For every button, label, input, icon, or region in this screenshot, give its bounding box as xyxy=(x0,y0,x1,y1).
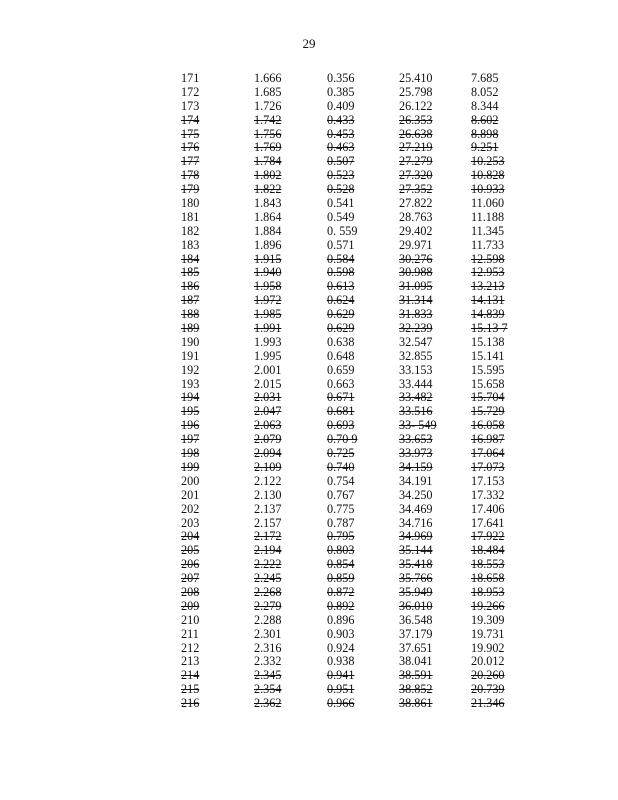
table-cell: 34.469 xyxy=(399,501,433,516)
table-cell: 1.843 xyxy=(254,196,282,211)
table-cell: 33.653 xyxy=(399,432,433,447)
table-cell: 1.864 xyxy=(254,209,282,224)
table-cell: 33.482 xyxy=(399,390,433,405)
table-cell: 27.279 xyxy=(399,154,433,169)
table-cell: 212 xyxy=(181,640,200,655)
table-cell: 1.972 xyxy=(254,293,282,308)
table-cell: 0.648 xyxy=(327,348,355,363)
table-cell: 200 xyxy=(181,473,200,488)
table-cell: 31.833 xyxy=(399,307,433,322)
table-cell: 27.320 xyxy=(399,168,433,183)
table-cell: 198 xyxy=(181,446,200,461)
table-cell: 181 xyxy=(181,209,200,224)
table-cell: 0.463 xyxy=(327,140,355,155)
table-cell: 0. 559 xyxy=(327,223,358,238)
table-cell: 2.354 xyxy=(254,682,282,697)
table-cell: 0.549 xyxy=(327,209,355,224)
table-cell: 12.598 xyxy=(471,251,505,266)
table-cell: 17.641 xyxy=(471,515,505,530)
table-cell: 10.253 xyxy=(471,154,505,169)
table-cell: 15.13 7 xyxy=(471,321,508,336)
table-cell: 17.406 xyxy=(471,501,505,516)
table-cell: 15.658 xyxy=(471,376,505,391)
table-cell: 2.279 xyxy=(254,598,282,613)
table-cell: 0.938 xyxy=(327,654,355,669)
table-cell: 19.902 xyxy=(471,640,505,655)
table-cell: 33.444 xyxy=(399,376,433,391)
table-cell: 183 xyxy=(181,237,200,252)
table-cell: 11.188 xyxy=(471,209,505,224)
table-cell: 0.584 xyxy=(327,251,355,266)
table-cell: 211 xyxy=(181,626,199,641)
table-cell: 208 xyxy=(181,584,200,599)
table-cell: 2.079 xyxy=(254,432,282,447)
table-cell: 177 xyxy=(181,154,200,169)
table-cell: 16.058 xyxy=(471,418,505,433)
table-cell: 32.855 xyxy=(399,348,433,363)
table-cell: 11.060 xyxy=(471,196,505,211)
table-cell: 2.130 xyxy=(254,487,282,502)
table-cell: 14.839 xyxy=(471,307,505,322)
table-cell: 0.787 xyxy=(327,515,355,530)
table-cell: 0.941 xyxy=(327,668,355,683)
table-cell: 180 xyxy=(181,196,200,211)
table-cell: 0.528 xyxy=(327,182,355,197)
table-cell: 20.739 xyxy=(471,682,505,697)
table-cell: 21.346 xyxy=(471,696,505,711)
table-cell: 201 xyxy=(181,487,200,502)
table-cell: 1.666 xyxy=(254,71,282,85)
table-cell: 0.571 xyxy=(327,237,355,252)
table-cell: 18.484 xyxy=(471,543,505,558)
table-cell: 13.213 xyxy=(471,279,505,294)
table-cell: 38.041 xyxy=(399,654,433,669)
table-cell: 38.852 xyxy=(399,682,433,697)
table-cell: 203 xyxy=(181,515,200,530)
table-cell: 1.756 xyxy=(254,126,282,141)
table-cell: 19.266 xyxy=(471,598,505,613)
table-cell: 12.953 xyxy=(471,265,505,280)
table-cell: 35.144 xyxy=(399,543,433,558)
table-cell: 0.385 xyxy=(327,84,355,99)
table-cell: 204 xyxy=(181,529,200,544)
table-cell: 17.073 xyxy=(471,459,505,474)
table-cell: 192 xyxy=(181,362,200,377)
table-cell: 20.260 xyxy=(471,668,505,683)
table-cell: 215 xyxy=(181,682,200,697)
table-cell: 9.251 xyxy=(471,140,499,155)
table-cell: 15.704 xyxy=(471,390,505,405)
table-cell: 0.803 xyxy=(327,543,355,558)
table-cell: 1.822 xyxy=(254,182,282,197)
table-cell: 1.769 xyxy=(254,140,282,155)
table-cell: 26.353 xyxy=(399,112,433,127)
table-cell: 0.903 xyxy=(327,626,355,641)
table-cell: 188 xyxy=(181,307,200,322)
table-cell: 0.453 xyxy=(327,126,355,141)
table-cell: 189 xyxy=(181,321,200,336)
table-cell: 207 xyxy=(181,571,200,586)
table-cell: 26.122 xyxy=(399,98,433,113)
table-cell: 2.094 xyxy=(254,446,282,461)
table-cell: 1.784 xyxy=(254,154,282,169)
table-cell: 0.754 xyxy=(327,473,355,488)
table-cell: 185 xyxy=(181,265,200,280)
table-cell: 2.122 xyxy=(254,473,282,488)
table-cell: 0.638 xyxy=(327,334,355,349)
table-cell: 2.001 xyxy=(254,362,282,377)
table-cell: 0.951 xyxy=(327,682,355,697)
table-cell: 1.940 xyxy=(254,265,282,280)
table-cell: 2.332 xyxy=(254,654,282,669)
table-cell: 0.433 xyxy=(327,112,355,127)
table-cell: 174 xyxy=(181,112,200,127)
table-cell: 10.828 xyxy=(471,168,505,183)
table-cell: 0.795 xyxy=(327,529,355,544)
table-cell: 0.598 xyxy=(327,265,355,280)
table-cell: 173 xyxy=(181,98,200,113)
table-cell: 8.052 xyxy=(471,84,499,99)
table-cell: 34.250 xyxy=(399,487,433,502)
table-cell: 0.681 xyxy=(327,404,355,419)
table-cell: 205 xyxy=(181,543,200,558)
table-cell: 17.922 xyxy=(471,529,505,544)
table-cell: 11.345 xyxy=(471,223,505,238)
table-cell: 30.988 xyxy=(399,265,433,280)
table-cell: 34.159 xyxy=(399,459,433,474)
table-cell: 15.141 xyxy=(471,348,505,363)
table-cell: 0.892 xyxy=(327,598,355,613)
table-cell: 15.138 xyxy=(471,334,505,349)
table-cell: 25.410 xyxy=(399,71,433,85)
table-cell: 35.418 xyxy=(399,557,433,572)
table-cell: 0.671 xyxy=(327,390,355,405)
table-cell: 8.898 xyxy=(471,126,499,141)
table-cell: 1.884 xyxy=(254,223,282,238)
table-cell: 187 xyxy=(181,293,200,308)
table-cell: 1.915 xyxy=(254,251,282,266)
table-cell: 34.716 xyxy=(399,515,433,530)
table-cell: 216 xyxy=(181,696,200,711)
table-cell: 0.859 xyxy=(327,571,355,586)
table-cell: 190 xyxy=(181,334,200,349)
table-cell: 35.949 xyxy=(399,584,433,599)
table-cell: 11.733 xyxy=(471,237,505,252)
table-cell: 0.693 xyxy=(327,418,355,433)
table-cell: 1.802 xyxy=(254,168,282,183)
table-cell: 38.861 xyxy=(399,696,433,711)
table-cell: 2.222 xyxy=(254,557,282,572)
table-cell: 2.345 xyxy=(254,668,282,683)
table-cell: 0.854 xyxy=(327,557,355,572)
table-cell: 29.971 xyxy=(399,237,433,252)
table-cell: 15.729 xyxy=(471,404,505,419)
table-cell: 2.245 xyxy=(254,571,282,586)
table-cell: 34.191 xyxy=(399,473,433,488)
table-cell: 16.987 xyxy=(471,432,505,447)
table-cell: 29.402 xyxy=(399,223,433,238)
table-cell: 1.995 xyxy=(254,348,282,363)
table-cell: 0.624 xyxy=(327,293,355,308)
table-cell: 206 xyxy=(181,557,200,572)
table-cell: 38.591 xyxy=(399,668,433,683)
table-cell: 0.896 xyxy=(327,612,355,627)
table-cell: 196 xyxy=(181,418,200,433)
table-cell: 32.547 xyxy=(399,334,433,349)
table-cell: 1.993 xyxy=(254,334,282,349)
table-cell: 0.966 xyxy=(327,696,355,711)
table-cell: 20.012 xyxy=(471,654,505,669)
table-cell: 1.896 xyxy=(254,237,282,252)
table-cell: 1.958 xyxy=(254,279,282,294)
table-cell: 2.268 xyxy=(254,584,282,599)
table-cell: 209 xyxy=(181,598,200,613)
table-cell: 2.316 xyxy=(254,640,282,655)
table-cell: 10.933 xyxy=(471,182,505,197)
table-cell: 171 xyxy=(181,71,200,85)
table-cell: 2.157 xyxy=(254,515,282,530)
table-cell: 2.063 xyxy=(254,418,282,433)
table-cell: 8.344 xyxy=(471,98,499,113)
table-cell: 0.356 xyxy=(327,71,355,85)
table-cell: 17.332 xyxy=(471,487,505,502)
page-number: 29 xyxy=(302,36,316,51)
table-cell: 18.658 xyxy=(471,571,505,586)
table-cell: 0.629 xyxy=(327,321,355,336)
table-cell: 0.740 xyxy=(327,459,355,474)
table-cell: 37.179 xyxy=(399,626,433,641)
table-cell: 17.153 xyxy=(471,473,505,488)
table-cell: 199 xyxy=(181,459,200,474)
table-cell: 2.362 xyxy=(254,696,282,711)
table-cell: 214 xyxy=(181,668,200,683)
table-cell: 2.194 xyxy=(254,543,282,558)
table-cell: 175 xyxy=(181,126,200,141)
table-cell: 0.767 xyxy=(327,487,355,502)
table-cell: 0.409 xyxy=(327,98,355,113)
table-cell: 27.352 xyxy=(399,182,433,197)
table-cell: 0.872 xyxy=(327,584,355,599)
table-cell: 15.595 xyxy=(471,362,505,377)
table-cell: 182 xyxy=(181,223,200,238)
table-cell: 25.798 xyxy=(399,84,433,99)
table-cell: 1.991 xyxy=(254,321,282,336)
table-cell: 37.651 xyxy=(399,640,433,655)
table-cell: 1.985 xyxy=(254,307,282,322)
table-cell: 19.309 xyxy=(471,612,505,627)
table-cell: 8.602 xyxy=(471,112,499,127)
table-cell: 178 xyxy=(181,168,200,183)
table-cell: 36.548 xyxy=(399,612,433,627)
table-cell: 33- 549 xyxy=(399,418,437,433)
table-cell: 27.822 xyxy=(399,196,433,211)
table-cell: 28.763 xyxy=(399,209,433,224)
table-cell: 0.523 xyxy=(327,168,355,183)
table-cell: 2.137 xyxy=(254,501,282,516)
table-cell: 0.775 xyxy=(327,501,355,516)
table-cell: 0.725 xyxy=(327,446,355,461)
table-cell: 31.314 xyxy=(399,293,433,308)
table-cell: 33.153 xyxy=(399,362,433,377)
table-cell: 18.553 xyxy=(471,557,505,572)
table-cell: 31.095 xyxy=(399,279,433,294)
table-cell: 202 xyxy=(181,501,200,516)
table-cell: 36.010 xyxy=(399,598,433,613)
table-cell: 32.239 xyxy=(399,321,433,336)
table-cell: 193 xyxy=(181,376,200,391)
table-cell: 33.973 xyxy=(399,446,433,461)
table-cell: 0.541 xyxy=(327,196,355,211)
table-cell: 33.516 xyxy=(399,404,433,419)
table-cell: 27.219 xyxy=(399,140,433,155)
table-cell: 186 xyxy=(181,279,200,294)
table-cell: 2.015 xyxy=(254,376,282,391)
table-cell: 0.663 xyxy=(327,376,355,391)
table-cell: 179 xyxy=(181,182,200,197)
table-cell: 2.047 xyxy=(254,404,282,419)
table-cell: 0.924 xyxy=(327,640,355,655)
table-cell: 194 xyxy=(181,390,200,405)
table-cell: 2.172 xyxy=(254,529,282,544)
table-cell: 184 xyxy=(181,251,200,266)
table-cell: 0.613 xyxy=(327,279,355,294)
table-cell: 34.969 xyxy=(399,529,433,544)
table-cell: 30.276 xyxy=(399,251,433,266)
table-cell: 172 xyxy=(181,84,200,99)
table-cell: 0.659 xyxy=(327,362,355,377)
table-cell: 2.288 xyxy=(254,612,282,627)
table-cell: 0.70 9 xyxy=(327,432,358,447)
table-cell: 17.064 xyxy=(471,446,505,461)
table-cell: 1.685 xyxy=(254,84,282,99)
table-cell: 26.638 xyxy=(399,126,433,141)
table-cell: 195 xyxy=(181,404,200,419)
table-cell: 35.766 xyxy=(399,571,433,586)
table-cell: 197 xyxy=(181,432,200,447)
table-cell: 176 xyxy=(181,140,200,155)
table-cell: 213 xyxy=(181,654,200,669)
table-cell: 2.109 xyxy=(254,459,282,474)
table-cell: 14.131 xyxy=(471,293,505,308)
table-cell: 1.742 xyxy=(254,112,282,127)
table-cell: 7.685 xyxy=(471,71,499,85)
table-cell: 0.507 xyxy=(327,154,355,169)
table-cell: 191 xyxy=(181,348,200,363)
table-cell: 210 xyxy=(181,612,200,627)
table-cell: 0.629 xyxy=(327,307,355,322)
table-cell: 19.731 xyxy=(471,626,505,641)
table-cell: 1.726 xyxy=(254,98,282,113)
table-cell: 2.031 xyxy=(254,390,282,405)
table-cell: 2.301 xyxy=(254,626,282,641)
table-cell: 18.953 xyxy=(471,584,505,599)
